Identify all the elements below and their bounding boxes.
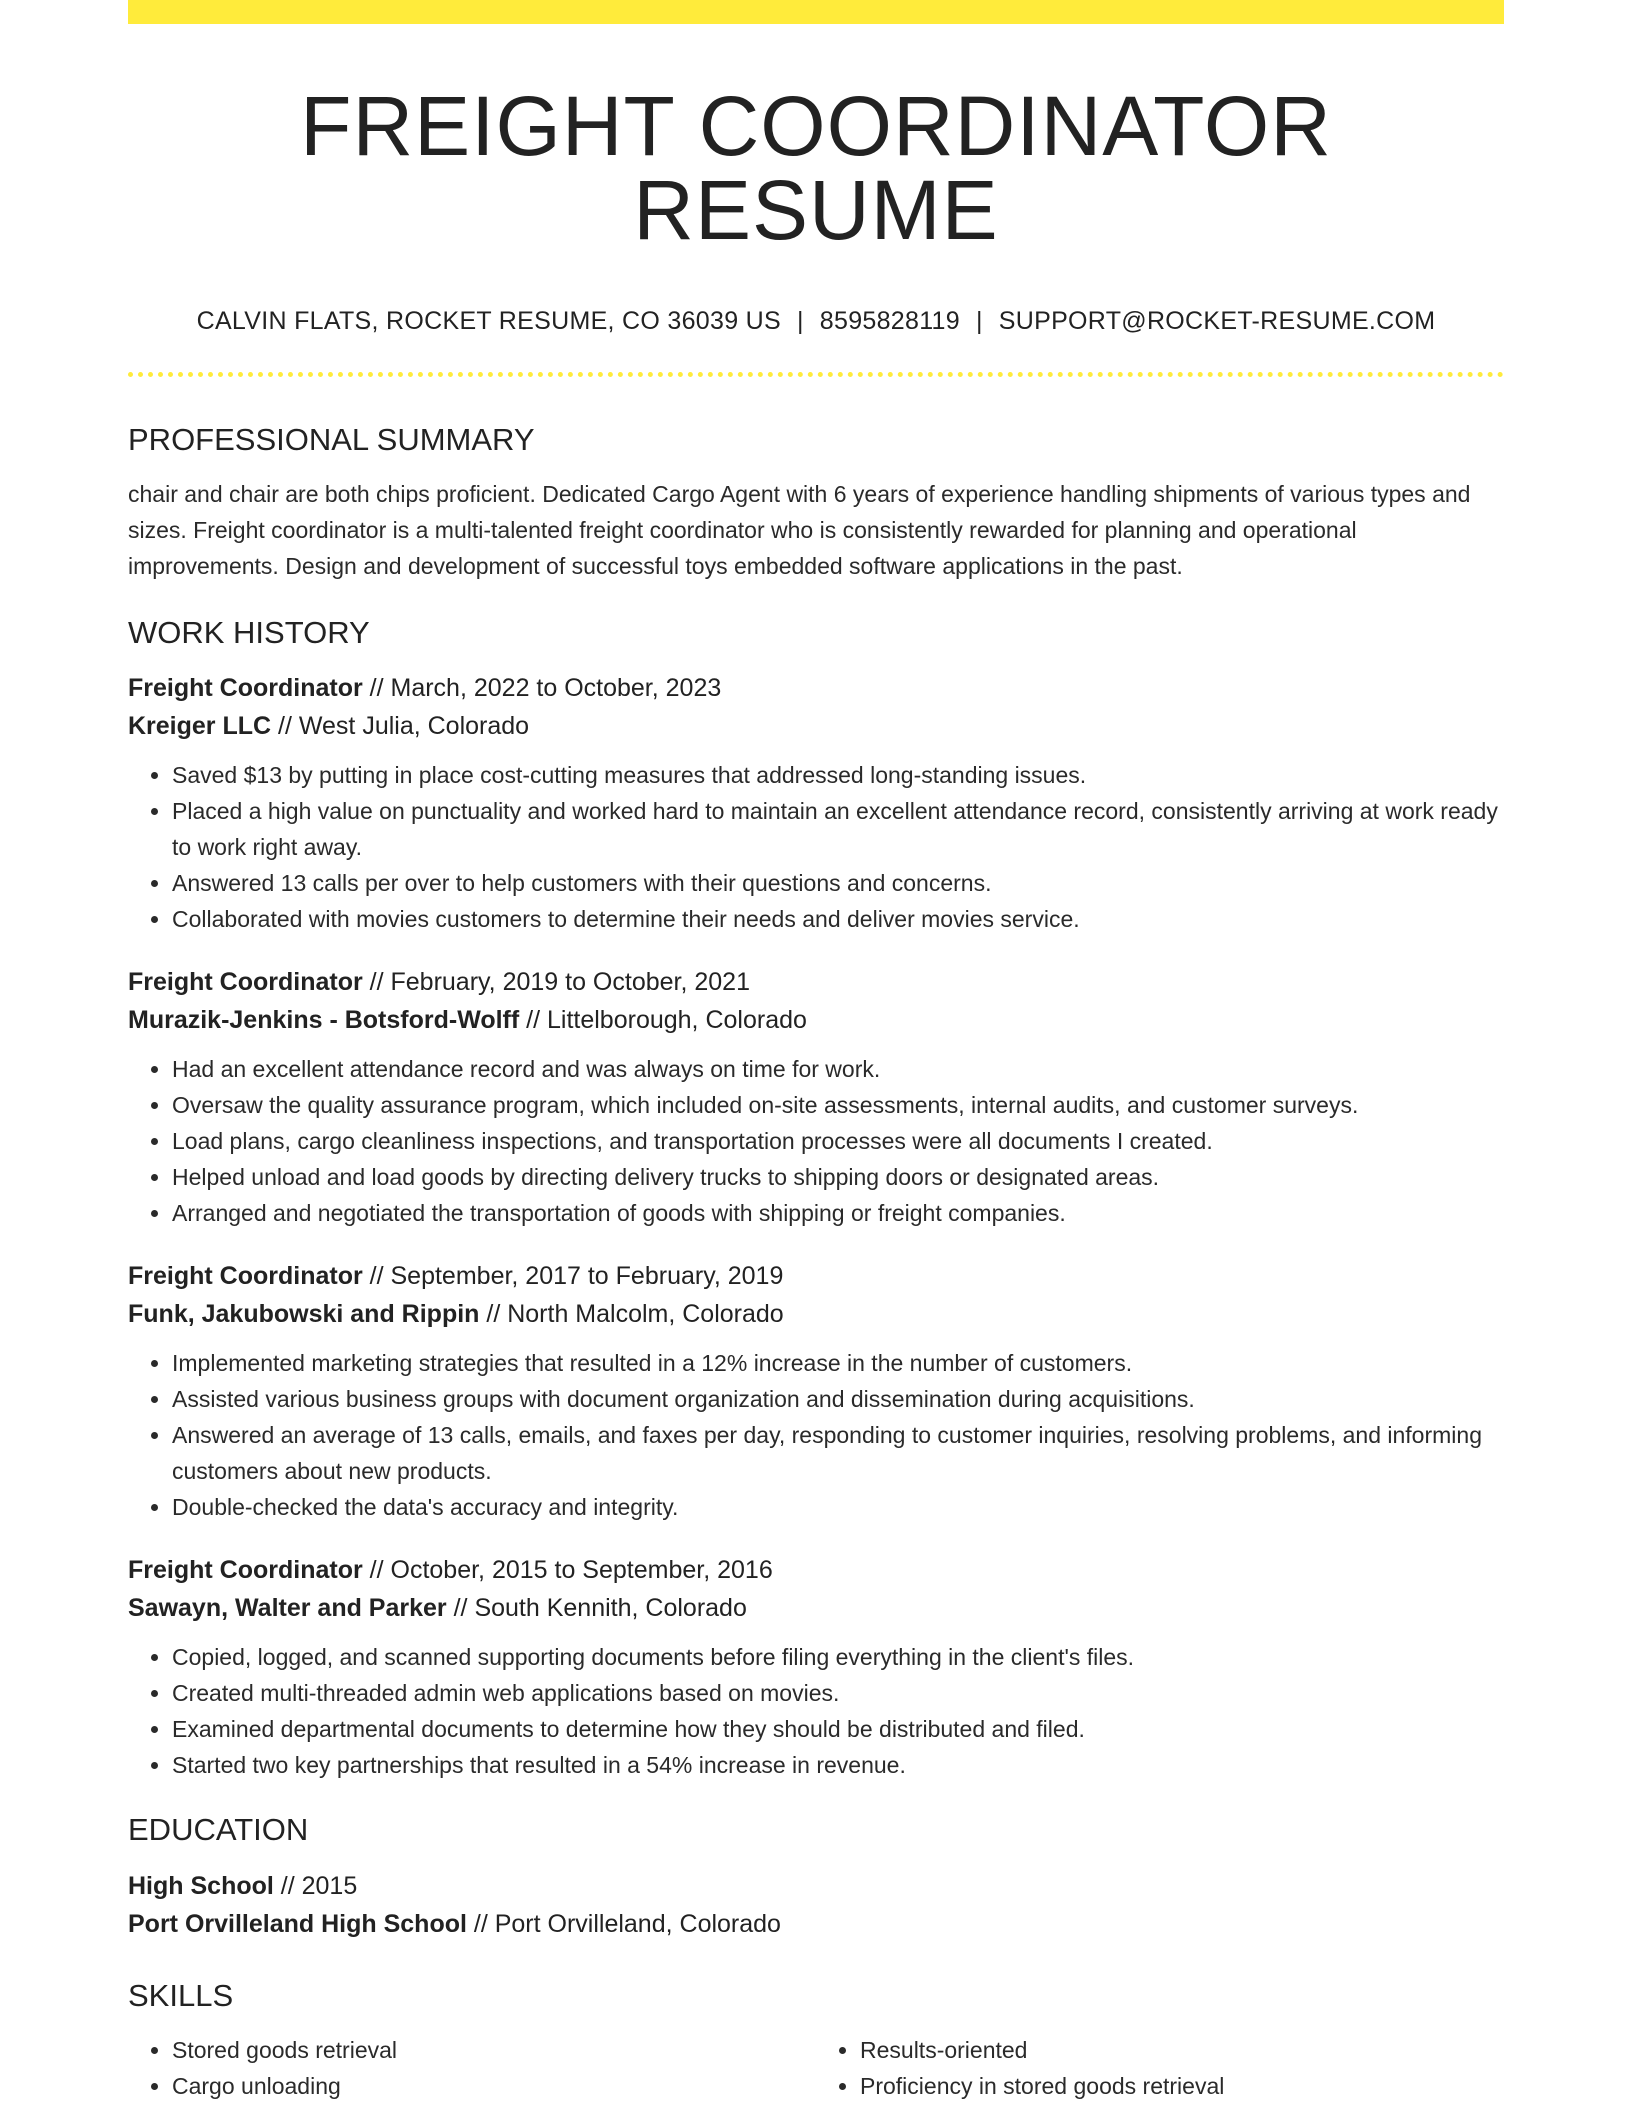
section-heading: WORK HISTORY [128, 615, 370, 651]
job-bullet: • Answered 13 calls per over to help customers with their questions and concerns. [172, 865, 1504, 901]
job-location: // South Kennith, Colorado [446, 1594, 747, 1623]
section-heading: SKILLS [128, 1977, 234, 2013]
job-bullet: • Assisted various business groups with document organization and dissemination during acquisitions. [172, 1381, 1504, 1417]
job-title: Freight Coordinator [128, 674, 363, 703]
skill-item: • Cargo unloading [172, 2068, 816, 2104]
resume-title: FREIGHT COORDINATOR RESUME [300, 79, 1332, 257]
job-bullets [128, 757, 1504, 937]
job-bullet: • Helped unload and load goods by directing delivery trucks to shipping doors or designated areas. [172, 1159, 1504, 1195]
education-degree-line [128, 1867, 1504, 1905]
skill-item: • Results-oriented [860, 2032, 1504, 2068]
job-bullet: • Double-checked the data's accuracy and integrity. [172, 1489, 1504, 1525]
job-bullets [128, 1639, 1504, 1783]
job-location: // West Julia, Colorado [271, 712, 530, 741]
job-bullet: • Copied, logged, and scanned supporting documents before filing everything in the client's files. [172, 1639, 1504, 1675]
contact-email: SUPPORT@ROCKET-RESUME.COM [998, 307, 1436, 335]
job-bullet: • Answered an average of 13 calls, emails, and faxes per day, responding to customer inquiries, resolving problems, and informing customers about new products. [172, 1417, 1504, 1489]
section-heading: PROFESSIONAL SUMMARY [128, 422, 535, 457]
job-company-line [128, 1295, 1504, 1333]
job-location: // Littelborough, Colorado [519, 1006, 807, 1035]
education-degree: High School [128, 1871, 274, 1900]
job-bullet: • Created multi-threaded admin web applications based on movies. [172, 1675, 1504, 1711]
job-dates: // February, 2019 to October, 2021 [362, 968, 750, 997]
education-year: // 2015 [273, 1871, 358, 1900]
job-company-line [128, 1589, 1504, 1627]
job-company: Kreiger LLC [128, 712, 272, 741]
education-entry [128, 1867, 1504, 1943]
summary-section [128, 421, 1504, 584]
job-company: Sawayn, Walter and Parker [128, 1594, 447, 1623]
job-bullet: • Arranged and negotiated the transportation of goods with shipping or freight companies. [172, 1195, 1504, 1231]
job-bullet: • Oversaw the quality assurance program, which included on-site assessments, internal audits, and customer surveys. [172, 1087, 1504, 1123]
job-entry [128, 1257, 1504, 1525]
job-entry [128, 1551, 1504, 1783]
skill-item: • Stored goods retrieval [172, 2032, 816, 2068]
job-dates: // March, 2022 to October, 2023 [362, 674, 722, 703]
top-accent-bar [128, 0, 1504, 24]
skills-right-column [816, 2032, 1504, 2104]
job-entry [128, 669, 1504, 937]
job-bullet: • Examined departmental documents to determine how they should be distributed and filed. [172, 1711, 1504, 1747]
skills-grid [128, 2032, 1504, 2104]
job-bullets [128, 1051, 1504, 1231]
job-bullets [128, 1345, 1504, 1525]
resume-page [128, 0, 1504, 2104]
job-title: Freight Coordinator [128, 1556, 363, 1585]
job-bullet: • Load plans, cargo cleanliness inspections, and transportation processes were all documents I created. [172, 1123, 1504, 1159]
summary-text: chair and chair are both chips proficient. Dedicated Cargo Agent with 6 years of experience handling shipments of various types and sizes. Freight coordinator is a multi-talented freight coordinator who is consistently rewarded for planning and operational improvements. Design and development of successful toys embedded software applications in the past. [128, 481, 1471, 580]
education-location: // Port Orvilleland, Colorado [466, 1909, 781, 1938]
job-company: Funk, Jakubowski and Rippin [128, 1300, 480, 1329]
education-school-line [128, 1905, 1504, 1943]
skills-left-column [128, 2032, 816, 2104]
job-bullet: • Placed a high value on punctuality and worked hard to maintain an excellent attendance record, consistently arriving at work ready to work right away. [172, 793, 1504, 865]
contact-line [128, 307, 1504, 336]
job-dates: // September, 2017 to February, 2019 [362, 1262, 784, 1291]
job-bullet: • Saved $13 by putting in place cost-cutting measures that addressed long-standing issues. [172, 757, 1504, 793]
skills-section [128, 1977, 1504, 2104]
job-title: Freight Coordinator [128, 968, 363, 997]
job-company-line [128, 1001, 1504, 1039]
job-company: Murazik-Jenkins - Botsford-Wolff [128, 1006, 520, 1035]
job-bullet: • Started two key partnerships that resulted in a 54% increase in revenue. [172, 1747, 1504, 1783]
education-school: Port Orvilleland High School [128, 1909, 467, 1938]
contact-address: CALVIN FLATS, ROCKET RESUME, CO 36039 US [196, 307, 781, 335]
job-bullet: • Had an excellent attendance record and was always on time for work. [172, 1051, 1504, 1087]
job-title-line [128, 1551, 1504, 1589]
contact-phone: 8595828119 [819, 307, 960, 335]
job-title-line [128, 1257, 1504, 1295]
job-title-line [128, 669, 1504, 707]
work-history-section [128, 614, 1504, 1783]
job-title-line [128, 963, 1504, 1001]
job-bullet: • Implemented marketing strategies that resulted in a 12% increase in the number of customers. [172, 1345, 1504, 1381]
dotted-divider [128, 372, 1504, 377]
job-bullet: • Collaborated with movies customers to determine their needs and deliver movies service. [172, 901, 1504, 937]
job-title: Freight Coordinator [128, 1262, 363, 1291]
job-location: // North Malcolm, Colorado [479, 1300, 784, 1329]
section-heading: EDUCATION [128, 1812, 309, 1848]
skill-item: • Proficiency in stored goods retrieval [860, 2068, 1504, 2104]
contact-separator: | [796, 307, 804, 335]
job-company-line [128, 707, 1504, 745]
contact-separator: | [975, 307, 983, 335]
job-dates: // October, 2015 to September, 2016 [362, 1556, 773, 1585]
job-entry [128, 963, 1504, 1231]
education-section [128, 1811, 1504, 1942]
